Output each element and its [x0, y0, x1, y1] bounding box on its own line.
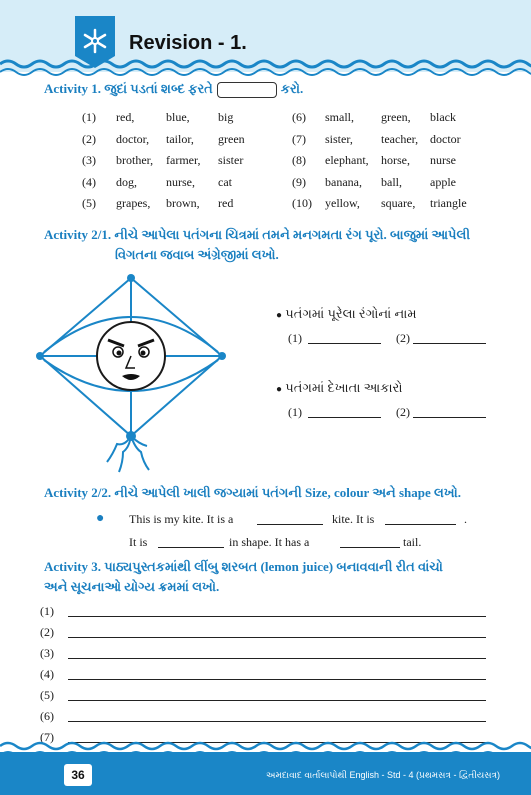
activity1-word[interactable]: doctor — [430, 131, 461, 146]
activity3-step-number: (3) — [40, 646, 54, 660]
activity3-title-line1: Activity 3. પાઠ્યપુસ્તકમાંથી લીંબુ શરબત (lemon juice) બનાવવાની રીત વાંચો — [44, 559, 443, 574]
activity1-word[interactable]: nurse, — [166, 174, 195, 189]
activity1-row-number: (10) — [292, 196, 312, 210]
activity1-word[interactable]: cat — [218, 174, 232, 189]
activity1-word[interactable]: nurse — [430, 153, 456, 167]
sentence2-part3: tail. — [403, 535, 422, 549]
activity3-step-number: (7) — [40, 730, 54, 744]
page-title: Revision - 1. — [129, 32, 247, 54]
activity1-word[interactable]: green — [218, 131, 245, 146]
shapes-question-text: પતંગમાં દેખાતા આકારો — [285, 380, 403, 395]
activity1-word[interactable]: doctor, — [116, 131, 150, 146]
activity1-row-number: (9) — [292, 174, 306, 189]
activity3-step-line[interactable] — [68, 721, 486, 722]
shapes-blank-2[interactable] — [413, 417, 486, 418]
activity1-row-number: (3) — [82, 153, 96, 167]
footer-wave — [0, 740, 531, 762]
activity1-word[interactable]: small, — [325, 110, 354, 124]
activity1-title-before: Activity 1. જુદાં પડતાં શબ્દ ફરતે — [44, 81, 213, 96]
activity3-step-line[interactable] — [68, 679, 486, 680]
activity3-step-line[interactable] — [68, 616, 486, 617]
activity1-word[interactable]: sister — [218, 153, 244, 167]
sentence1-part3: . — [464, 512, 467, 526]
activity1-word[interactable]: grapes, — [116, 196, 151, 210]
footer-book-title: અમદાવાદ વાર્તાલાપોથી English - Std - 4 (પ્રથમસત્ર - દ્વિતીયસત્ર) — [266, 770, 501, 780]
activity1-word[interactable]: big — [218, 110, 234, 124]
activity1-word[interactable]: farmer, — [166, 153, 201, 167]
shapes-blank-1[interactable] — [308, 417, 381, 418]
activity1-row-number: (4) — [82, 174, 96, 189]
activity1-title — [44, 81, 303, 98]
activity1-word[interactable]: red, — [116, 110, 135, 124]
activity1-row-number: (5) — [82, 196, 96, 210]
kite-size-blank[interactable] — [257, 524, 323, 525]
activity3-step-line[interactable] — [68, 658, 486, 659]
activity1-word[interactable]: green, — [381, 110, 411, 124]
activity1-word[interactable]: ball, — [381, 174, 402, 189]
activity3-step-number: (2) — [40, 625, 54, 639]
activity3-step-number: (1) — [40, 604, 54, 618]
activity1-word[interactable]: square, — [381, 196, 416, 210]
activity1-row-number: (6) — [292, 110, 306, 124]
activity1-word[interactable]: triangle — [430, 196, 467, 210]
sentence2-part2: in shape. It has a — [229, 535, 310, 549]
colors-question-text: પતંગમાં પૂરેલા રંગોનાં નામ — [285, 306, 417, 321]
activity1-row-number: (2) — [82, 131, 96, 146]
circle-box-icon — [217, 82, 277, 98]
activity3-title-line2: અને સૂચનાઓ યોગ્ય ક્રમમાં લખો. — [44, 579, 220, 594]
page-number: 36 — [64, 764, 92, 786]
activity3-step-number: (6) — [40, 709, 54, 723]
shapes-blank-1-label: (1) — [288, 405, 302, 419]
bullet-icon: ● — [96, 511, 105, 526]
activity1-row-number: (8) — [292, 153, 306, 167]
activity1-word[interactable]: brown, — [166, 196, 200, 210]
activity1-word[interactable]: sister, — [325, 131, 353, 146]
activity1-word[interactable]: yellow, — [325, 196, 360, 210]
kite-drawing — [36, 272, 226, 480]
activity1-word[interactable]: elephant, — [325, 153, 369, 167]
colors-question: ● પતંગમાં પૂરેલા રંગોનાં નામ — [276, 306, 417, 321]
activity22-title: Activity 2/2. નીચે આપેલી ખાલી જગ્યામાં પતંગની Size, colour અને shape લખો. — [44, 485, 462, 500]
kite-shape-blank[interactable] — [158, 547, 224, 548]
shapes-question: ● પતંગમાં દેખાતા આકારો — [276, 380, 403, 395]
activity21-title-line2: વિગતના જવાબ અંગ્રેજીમાં લખો. — [115, 247, 279, 262]
sentence1-part1: This is my kite. It is a — [129, 512, 234, 526]
sentence1-part2: kite. It is — [332, 512, 375, 526]
sentence2-part1: It is — [129, 535, 148, 549]
activity1-row-number: (7) — [292, 131, 306, 146]
activity1-title-after: કરો. — [280, 81, 304, 96]
revision-badge-icon — [71, 16, 119, 68]
activity1-word[interactable]: black — [430, 110, 456, 124]
kite-colour-blank[interactable] — [385, 524, 456, 525]
activity1-word[interactable]: red — [218, 196, 234, 210]
colors-blank-2[interactable] — [413, 343, 486, 344]
shapes-blank-2-label: (2) — [396, 405, 410, 419]
colors-blank-2-label: (2) — [396, 331, 410, 345]
activity1-word[interactable]: brother, — [116, 153, 154, 167]
activity1-row-number: (1) — [82, 110, 96, 124]
activity1-word[interactable]: banana, — [325, 174, 362, 189]
activity1-word[interactable]: teacher, — [381, 131, 419, 146]
activity1-word[interactable]: blue, — [166, 110, 190, 124]
activity3-step-number: (5) — [40, 688, 54, 702]
activity1-word[interactable]: tailor, — [166, 131, 194, 146]
kite-tail-blank[interactable] — [340, 547, 400, 548]
colors-blank-1[interactable] — [308, 343, 381, 344]
activity21-title-line1: Activity 2/1. નીચે આપેલા પતંગના ચિત્રમાં તમને મનગમતા રંગ પૂરો. બાજુમાં આપેલી — [44, 227, 471, 242]
activity3-step-line[interactable] — [68, 700, 486, 701]
activity1-word[interactable]: dog, — [116, 174, 137, 189]
activity3-step-number: (4) — [40, 667, 54, 681]
kite-face-icon — [97, 322, 165, 390]
activity3-step-line[interactable] — [68, 637, 486, 638]
colors-blank-1-label: (1) — [288, 331, 302, 345]
activity1-word[interactable]: apple — [430, 174, 456, 189]
activity1-word[interactable]: horse, — [381, 153, 410, 167]
